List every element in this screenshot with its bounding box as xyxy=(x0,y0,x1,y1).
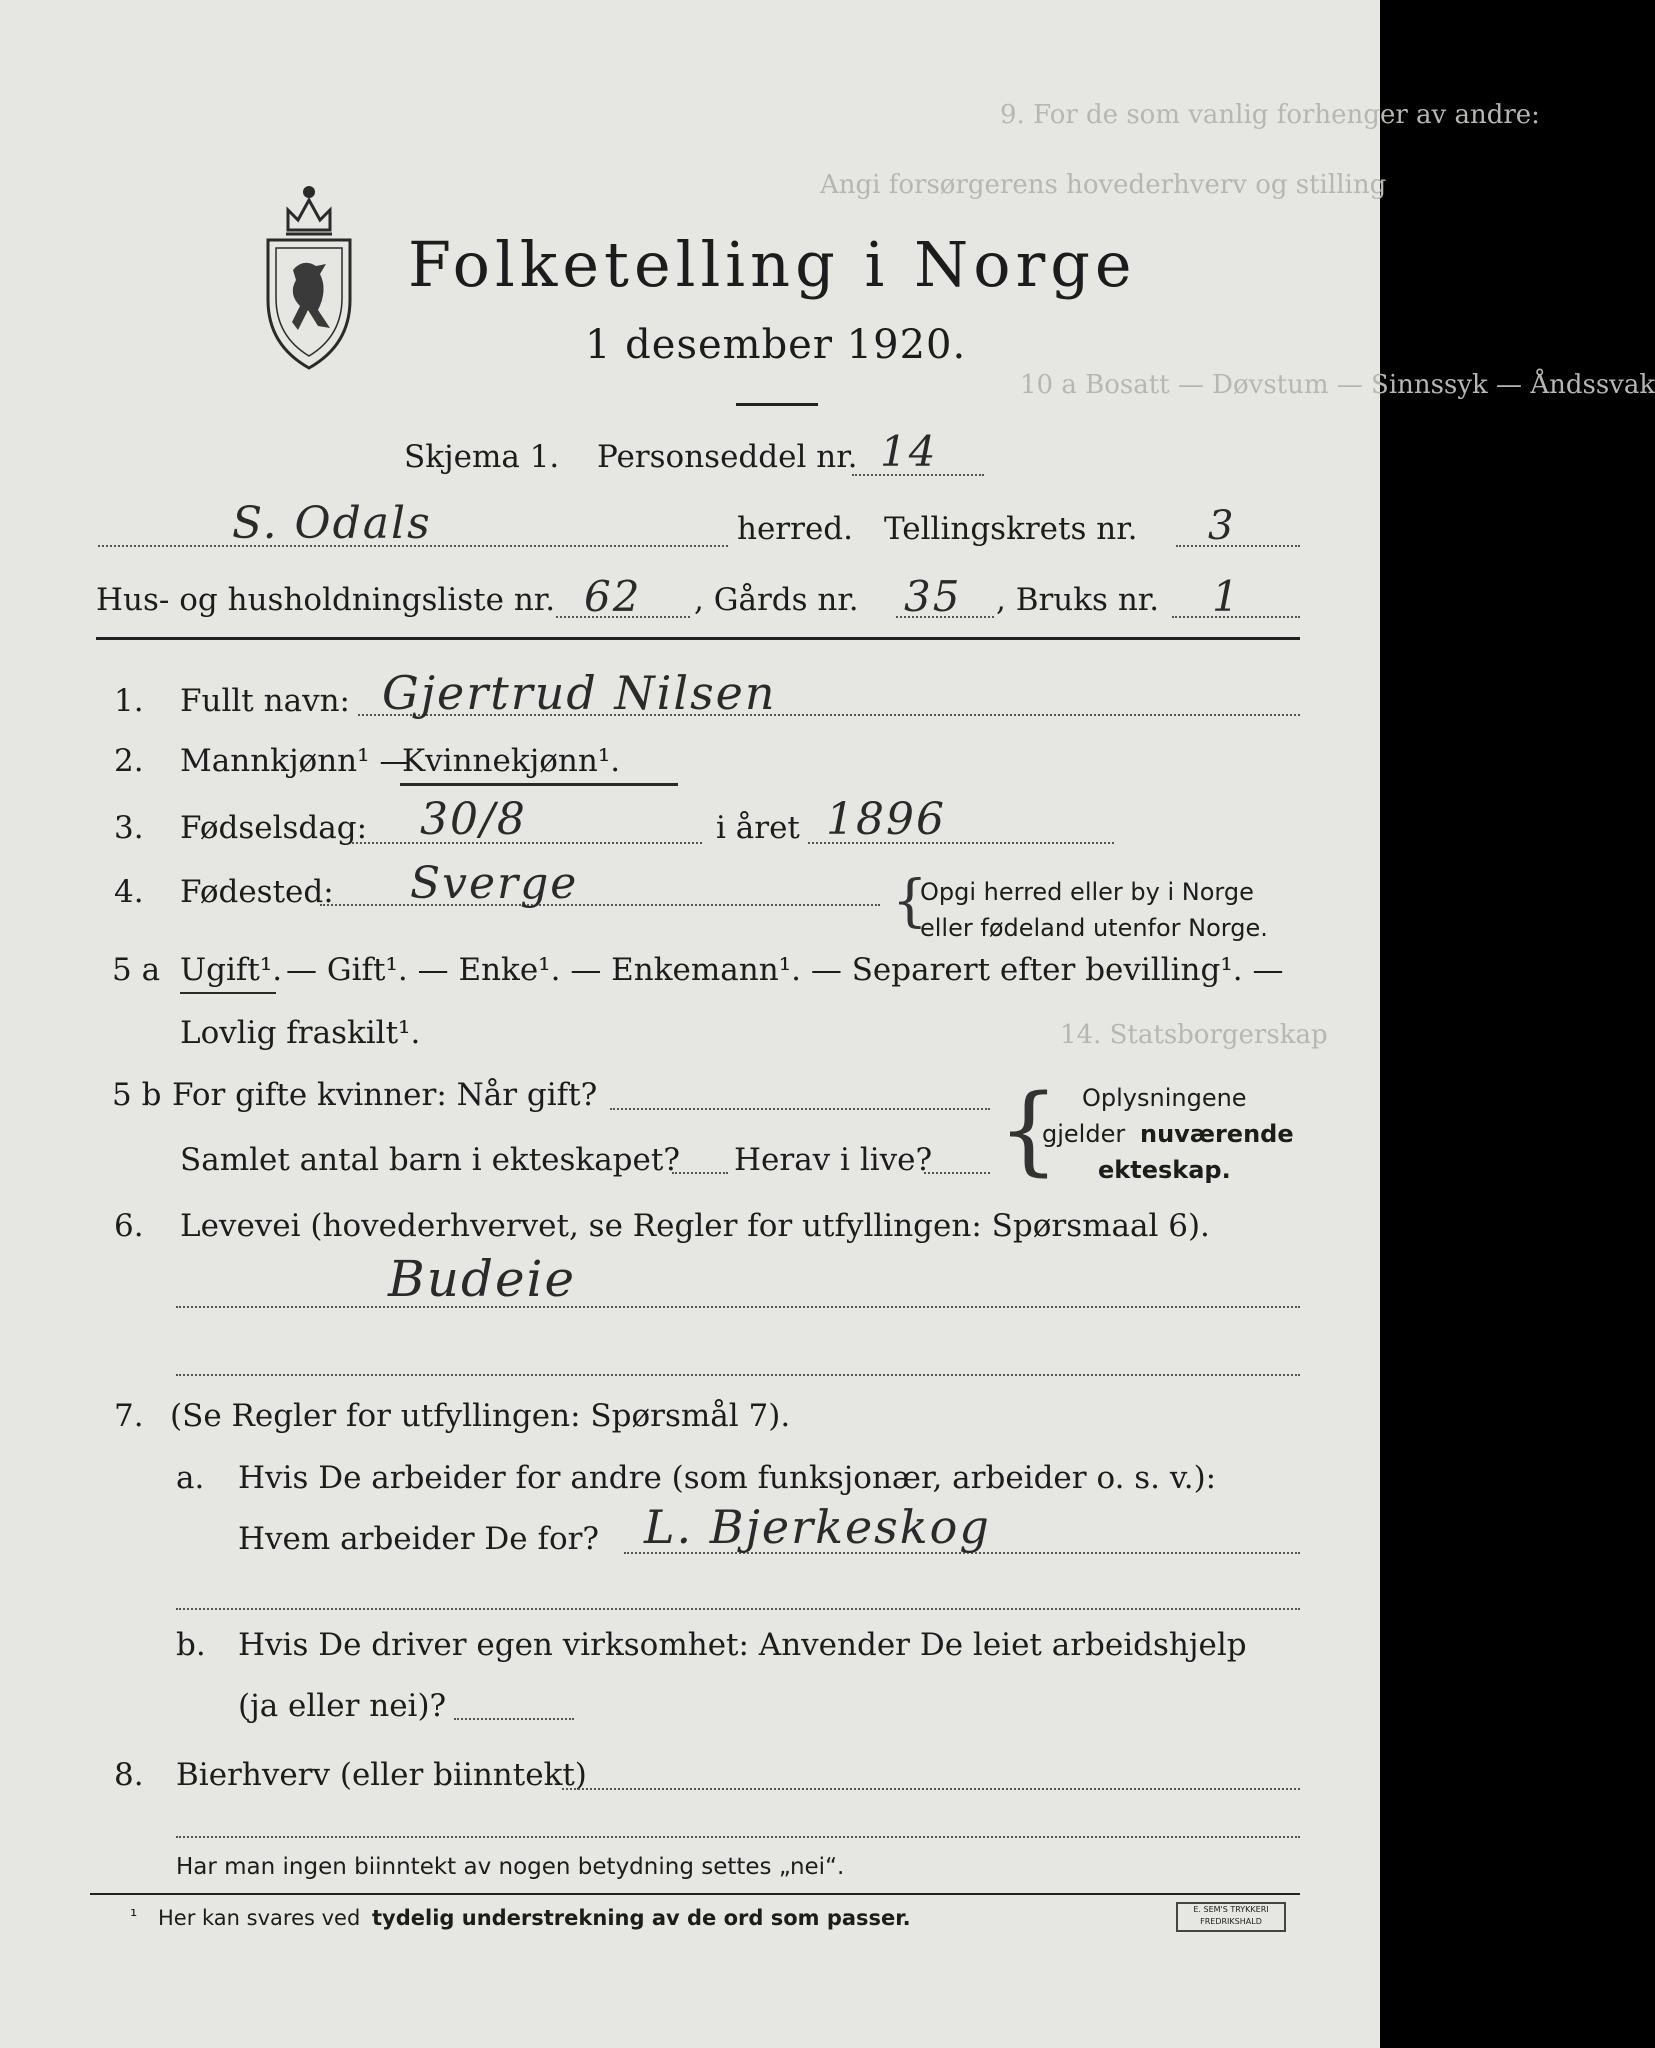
q1-number: 1. xyxy=(114,683,144,719)
q2-kvinne: Kvinnekjønn¹. xyxy=(402,743,621,779)
q6-line1 xyxy=(176,1306,1300,1308)
q6-line2 xyxy=(176,1374,1300,1376)
q2-number: 2. xyxy=(114,743,144,779)
q5a-line2: Lovlig fraskilt¹. xyxy=(180,1015,421,1051)
bruks-value: 1 xyxy=(1212,572,1241,621)
census-date: 1 desember 1920. xyxy=(585,322,967,368)
personseddel-label: Personseddel nr. xyxy=(597,439,858,475)
q7a-letter: a. xyxy=(176,1460,205,1496)
q5b-number: 5 b xyxy=(112,1077,162,1113)
q2-mann: Mannkjønn¹ — xyxy=(180,743,411,779)
herred-value: S. Odals xyxy=(232,498,432,549)
q7-number: 7. xyxy=(114,1398,144,1434)
q7b-line1: Hvis De driver egen virksomhet: Anvender De leiet arbeidshjelp xyxy=(238,1627,1247,1663)
q7-label: (Se Regler for utfyllingen: Spørsmål 7). xyxy=(170,1398,791,1434)
q6-number: 6. xyxy=(114,1208,144,1244)
q4-label: Fødested: xyxy=(180,874,334,910)
q5b-line1: For gifte kvinner: Når gift? xyxy=(172,1077,598,1113)
q7a-line2: Hvem arbeider De for? xyxy=(238,1521,600,1557)
personseddel-value: 14 xyxy=(880,427,938,476)
q5b-note-line2b: nuværende xyxy=(1140,1120,1294,1148)
form-title: Folketelling i Norge xyxy=(408,228,1137,301)
q4-note-line2: eller fødeland utenfor Norge. xyxy=(920,914,1268,942)
q4-number: 4. xyxy=(114,874,144,910)
gards-label: , Gårds nr. xyxy=(694,582,859,618)
q4-note-line1: Opgi herred eller by i Norge xyxy=(920,878,1254,906)
printer-stamp: E. SEM'S TRYKKERI FREDRIKSHALD xyxy=(1176,1902,1286,1932)
bruks-label: , Bruks nr. xyxy=(996,582,1160,618)
q5a-number: 5 a xyxy=(112,952,161,988)
q1-value: Gjertrud Nilsen xyxy=(382,666,777,720)
tellingskrets-value: 3 xyxy=(1208,503,1236,549)
q5b-live-label: Herav i live? xyxy=(734,1142,933,1178)
q8-line xyxy=(562,1788,1300,1790)
q7b-line2: (ja eller nei)? xyxy=(238,1688,447,1724)
gards-value: 35 xyxy=(904,572,962,621)
bleed-through: 10 a Bosatt — Døvstum — Sinnssyk — Åndssvak xyxy=(1020,370,1655,400)
q7a-line2-blank xyxy=(176,1608,1300,1610)
q3-line xyxy=(352,842,702,844)
q3-year-value: 1896 xyxy=(826,794,946,845)
tellingskrets-label: Tellingskrets nr. xyxy=(884,511,1138,547)
q5b-married-line xyxy=(610,1108,990,1110)
hus-label: Hus- og husholdningsliste nr. xyxy=(96,582,556,618)
q4-value: Sverge xyxy=(410,858,579,909)
tellingskrets-line xyxy=(1176,545,1300,547)
footer-rule xyxy=(90,1893,1300,1895)
q7b-line xyxy=(454,1718,574,1720)
hus-value: 62 xyxy=(584,572,642,621)
footer-note: Har man ingen biinntekt av nogen betydning settes „nei“. xyxy=(176,1854,845,1880)
schema-label: Skjema 1. xyxy=(404,439,560,475)
q5b-live-line xyxy=(924,1172,990,1174)
q5b-note-line3: ekteskap. xyxy=(1098,1156,1231,1184)
q2-underline xyxy=(400,783,678,786)
herred-label: herred. xyxy=(737,511,853,547)
q3-label: Fødselsdag: xyxy=(180,810,368,846)
coat-of-arms-icon xyxy=(248,170,370,370)
q3-number: 3. xyxy=(114,810,144,846)
q6-value: Budeie xyxy=(388,1250,577,1308)
bleed-through: 9. For de som vanlig forhenger av andre: xyxy=(1000,100,1540,130)
q5a-options: — Gift¹. — Enke¹. — Enkemann¹. — Separert efter bevilling¹. — xyxy=(286,952,1284,988)
q5b-children-line xyxy=(672,1172,728,1174)
q7b-letter: b. xyxy=(176,1627,206,1663)
q5a-ugift: Ugift¹. xyxy=(180,952,283,988)
q7a-line1: Hvis De arbeider for andre (som funksjonær, arbeider o. s. v.): xyxy=(238,1460,1217,1496)
q5a-underline xyxy=(180,992,276,994)
q3-value: 30/8 xyxy=(420,794,527,845)
q4-line xyxy=(320,904,880,906)
q6-label: Levevei (hovederhvervet, se Regler for utfyllingen: Spørsmaal 6). xyxy=(180,1208,1210,1244)
q5b-note-line1: Oplysningene xyxy=(1082,1084,1247,1112)
q4-brace: { xyxy=(892,869,928,934)
q8-number: 8. xyxy=(114,1757,144,1793)
q1-label: Fullt navn: xyxy=(180,683,350,719)
q8-line2 xyxy=(176,1836,1300,1838)
footnote-text-a: Her kan svares ved xyxy=(158,1906,361,1930)
q5b-line2: Samlet antal barn i ekteskapet? xyxy=(180,1142,680,1178)
bleed-through: 14. Statsborgerskap xyxy=(1060,1020,1328,1050)
bleed-through: Angi forsørgerens hovederhverv og stilling xyxy=(820,170,1387,200)
q8-label: Bierhverv (eller biinntekt) xyxy=(176,1757,587,1793)
q5b-brace: { xyxy=(998,1074,1060,1186)
q7a-value: L. Bjerkeskog xyxy=(644,1500,991,1554)
title-divider xyxy=(736,403,818,406)
header-rule xyxy=(96,637,1300,640)
q5b-note-line2a: gjelder xyxy=(1042,1120,1126,1148)
q3-year-label: i året xyxy=(716,810,800,846)
footnote-text-b: tydelig understrekning av de ord som passer. xyxy=(372,1906,911,1930)
footnote-mark: ¹ xyxy=(130,1906,138,1927)
